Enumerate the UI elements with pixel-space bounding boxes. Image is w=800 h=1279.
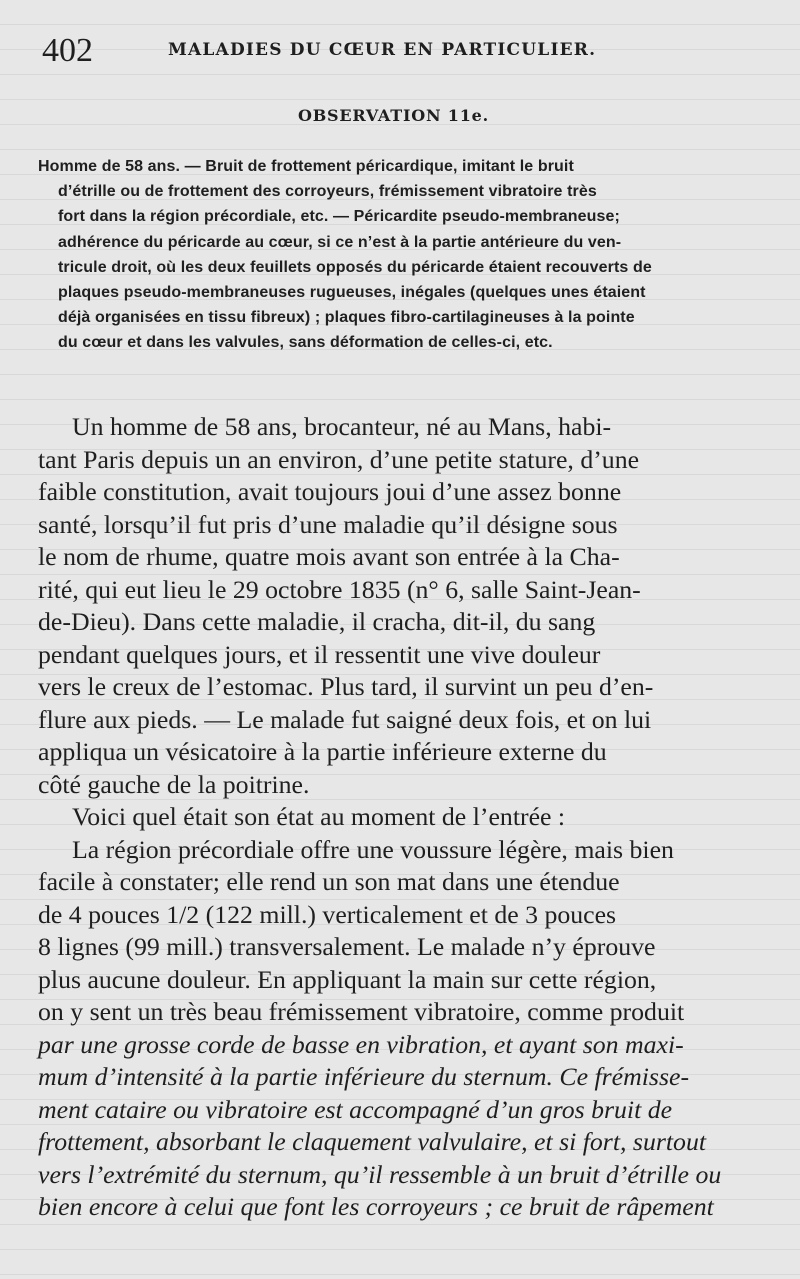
observation-title: OBSERVATION 11e. [298,106,489,125]
body-line: de 4 pouces 1/2 (122 mill.) verticalement et de 3 pouces [38,899,617,929]
body-line-italic: bien encore à celui que font les corroyeurs ; ce bruit de râpement [38,1192,714,1221]
body-line-italic: mum d’intensité à la partie inférieure du sternum. Ce frémisse- [38,1062,690,1091]
body-line: côté gauche de la poitrine. [38,769,310,799]
summary-line: plaques pseudo-membraneuses rugueuses, inégales (quelques unes étaient [58,284,646,302]
summary-line: du cœur et dans les valvules, sans déformation de celles-ci, etc. [58,334,553,352]
summary-line: déjà organisées en tissu fibreux) ; plaques fibro-cartilagineuses à la pointe [58,309,635,327]
summary-line: adhérence du péricarde au cœur, si ce n’est à la partie antérieure du ven- [58,233,622,251]
body-line: tant Paris depuis un an environ, d’une petite stature, d’une [38,444,640,474]
observation-body [38,411,768,1224]
body-line: flure aux pieds. — Le malade fut saigné deux fois, et on lui [38,704,652,734]
body-line: de-Dieu). Dans cette maladie, il cracha, dit-il, du sang [38,607,596,636]
summary-line: Homme de 58 ans. — Bruit de frottement péricardique, imitant le bruit [38,158,574,175]
body-line: le nom de rhume, quatre mois avant son entrée à la Cha- [38,542,620,571]
body-line-italic: par une grosse corde de basse en vibration, et ayant son maxi- [38,1029,684,1059]
body-line: 8 lignes (99 mill.) transversalement. Le malade n’y éprouve [38,932,656,961]
body-line: facile à constater; elle rend un son mat dans une étendue [38,867,620,896]
page-header [42,34,762,70]
body-line: vers le creux de l’estomac. Plus tard, il survint un peu d’en- [38,672,654,701]
page-number: 402 [42,32,93,69]
body-line: santé, lorsqu’il fut pris d’une maladie qu’il désigne sous [38,509,618,539]
body-line: on y sent un très beau frémissement vibratoire, comme produit [38,997,685,1026]
body-line: faible constitution, avait toujours joui d’une assez bonne [38,477,622,506]
running-head: MALADIES DU CŒUR EN PARTICULIER. [168,40,597,60]
body-line: Un homme de 58 ans, brocanteur, né au Mans, habi- [72,412,612,441]
body-line-italic: frottement, absorbant le claquement valvulaire, et si fort, surtout [38,1127,707,1156]
summary-line: d’étrille ou de frottement des corroyeurs, frémissement vibratoire très [58,183,597,201]
body-line: plus aucune douleur. En appliquant la main sur cette région, [38,964,657,994]
body-line: pendant quelques jours, et il ressentit une vive douleur [38,639,601,669]
summary-line: tricule droit, où les deux feuillets opposés du péricarde étaient recouverts de [58,258,652,276]
observation-summary [38,154,758,356]
body-line: Voici quel était son état au moment de l’entrée : [72,802,566,831]
summary-line: fort dans la région précordiale, etc. — Péricardite pseudo-membraneuse; [58,208,620,226]
body-line: appliqua un vésicatoire à la partie inférieure externe du [38,737,607,766]
body-line-italic: ment cataire ou vibratoire est accompagné d’un gros bruit de [38,1094,673,1124]
body-line: rité, qui eut lieu le 29 octobre 1835 (n° 6, salle Saint-Jean- [38,574,641,604]
body-line-italic: vers l’extrémité du sternum, qu’il ressemble à un bruit d’étrille ou [38,1159,722,1189]
body-line: La région précordiale offre une voussure légère, mais bien [72,834,674,864]
